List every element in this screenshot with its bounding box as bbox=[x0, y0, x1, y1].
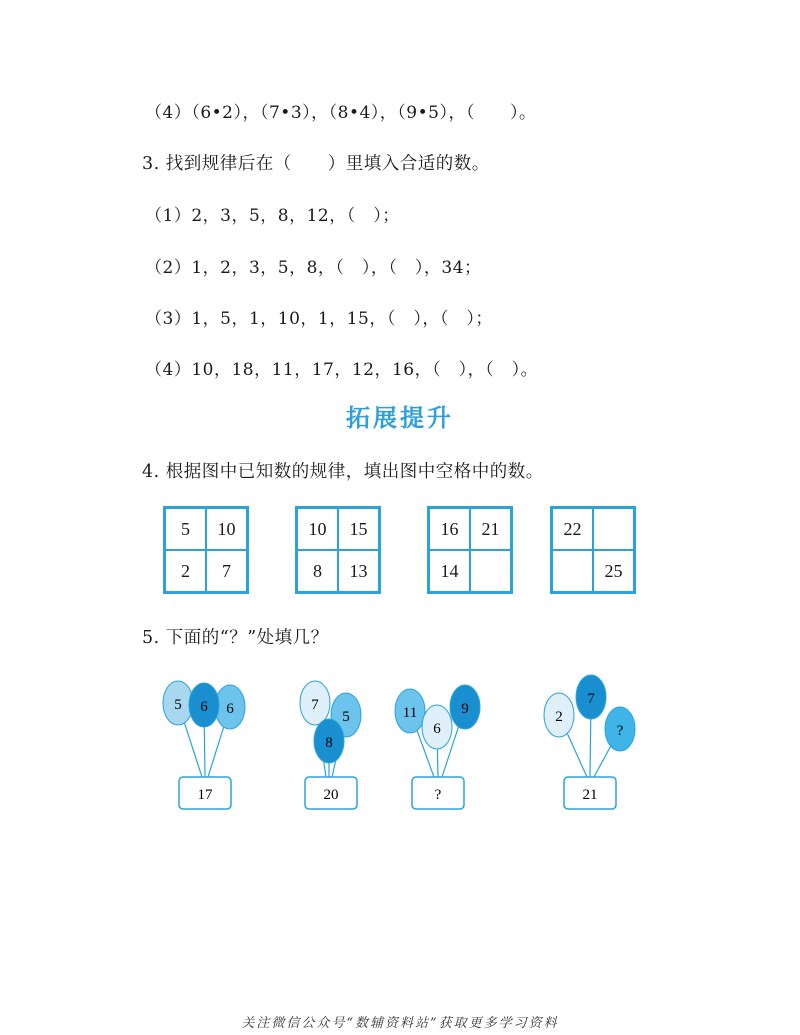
grid-cell: 13 bbox=[338, 550, 379, 592]
balloon-number: 8 bbox=[325, 735, 333, 751]
sum-value: ? bbox=[434, 787, 442, 803]
grid-cell-blank[interactable] bbox=[593, 508, 634, 550]
number-grid-4 bbox=[550, 506, 636, 594]
balloon-figure bbox=[0, 665, 800, 825]
question-5-title: 5. 下面的“？”处填几？ bbox=[142, 628, 329, 648]
grid-cell: 10 bbox=[297, 508, 338, 550]
grid-cell: 25 bbox=[593, 550, 634, 592]
balloon-number: 6 bbox=[433, 721, 441, 737]
grid-cell: 16 bbox=[429, 508, 470, 550]
balloon-group-1 bbox=[163, 681, 245, 809]
sum-value: 20 bbox=[323, 787, 339, 803]
footer-note: 关注微信公众号“数辅资料站”获取更多学习资料 bbox=[241, 1016, 559, 1031]
grid-cell: 21 bbox=[470, 508, 511, 550]
grid-cell: 2 bbox=[165, 550, 206, 592]
question-3-title: 3. 找到规律后在（ ）里填入合适的数。 bbox=[142, 154, 490, 174]
question-3-4: （4）10，18，11，17，12，16，（ ），（ ）。 bbox=[145, 360, 539, 380]
grid-cell: 7 bbox=[206, 550, 247, 592]
grid-cell-blank[interactable] bbox=[470, 550, 511, 592]
balloon-group-3 bbox=[395, 685, 480, 809]
grid-cell: 8 bbox=[297, 550, 338, 592]
question-4-title: 4. 根据图中已知数的规律，填出图中空格中的数。 bbox=[142, 462, 544, 482]
balloon-number: 7 bbox=[311, 697, 319, 713]
grid-cell: 15 bbox=[338, 508, 379, 550]
grid-cell-blank[interactable] bbox=[552, 550, 593, 592]
balloon-number: 6 bbox=[200, 699, 208, 715]
balloon-number: 2 bbox=[555, 709, 563, 725]
grid-cell: 14 bbox=[429, 550, 470, 592]
number-grid-2 bbox=[295, 506, 381, 594]
grid-cell: 22 bbox=[552, 508, 593, 550]
balloon-number: 11 bbox=[402, 705, 418, 721]
balloon-number: 5 bbox=[174, 697, 182, 713]
grid-cell: 10 bbox=[206, 508, 247, 550]
section-title: 拓展提升 bbox=[346, 404, 454, 432]
balloon-number: 5 bbox=[342, 709, 350, 725]
balloon-number: 9 bbox=[461, 701, 469, 717]
number-grid-1 bbox=[163, 506, 249, 594]
sum-value: 21 bbox=[582, 787, 598, 803]
question-2-4: （4）（6•2），（7•3），（8•4），（9•5），（ ）。 bbox=[145, 103, 537, 123]
balloon-number: ? bbox=[616, 723, 624, 739]
balloon-number: 6 bbox=[226, 701, 234, 717]
grid-cell: 5 bbox=[165, 508, 206, 550]
question-3-3: （3）1，5，1，10，1，15，（ ），（ ）； bbox=[145, 309, 493, 329]
number-grid-3 bbox=[427, 506, 513, 594]
balloon-group-4 bbox=[544, 675, 635, 809]
question-3-2: （2）1，2，3，5，8，（ ），（ ），34； bbox=[145, 258, 482, 278]
balloon-number: 7 bbox=[587, 691, 595, 707]
sum-value: 17 bbox=[197, 787, 213, 803]
balloon-group-2 bbox=[300, 681, 361, 809]
question-3-1: （1）2，3，5，8，12，（ ）； bbox=[145, 206, 400, 226]
